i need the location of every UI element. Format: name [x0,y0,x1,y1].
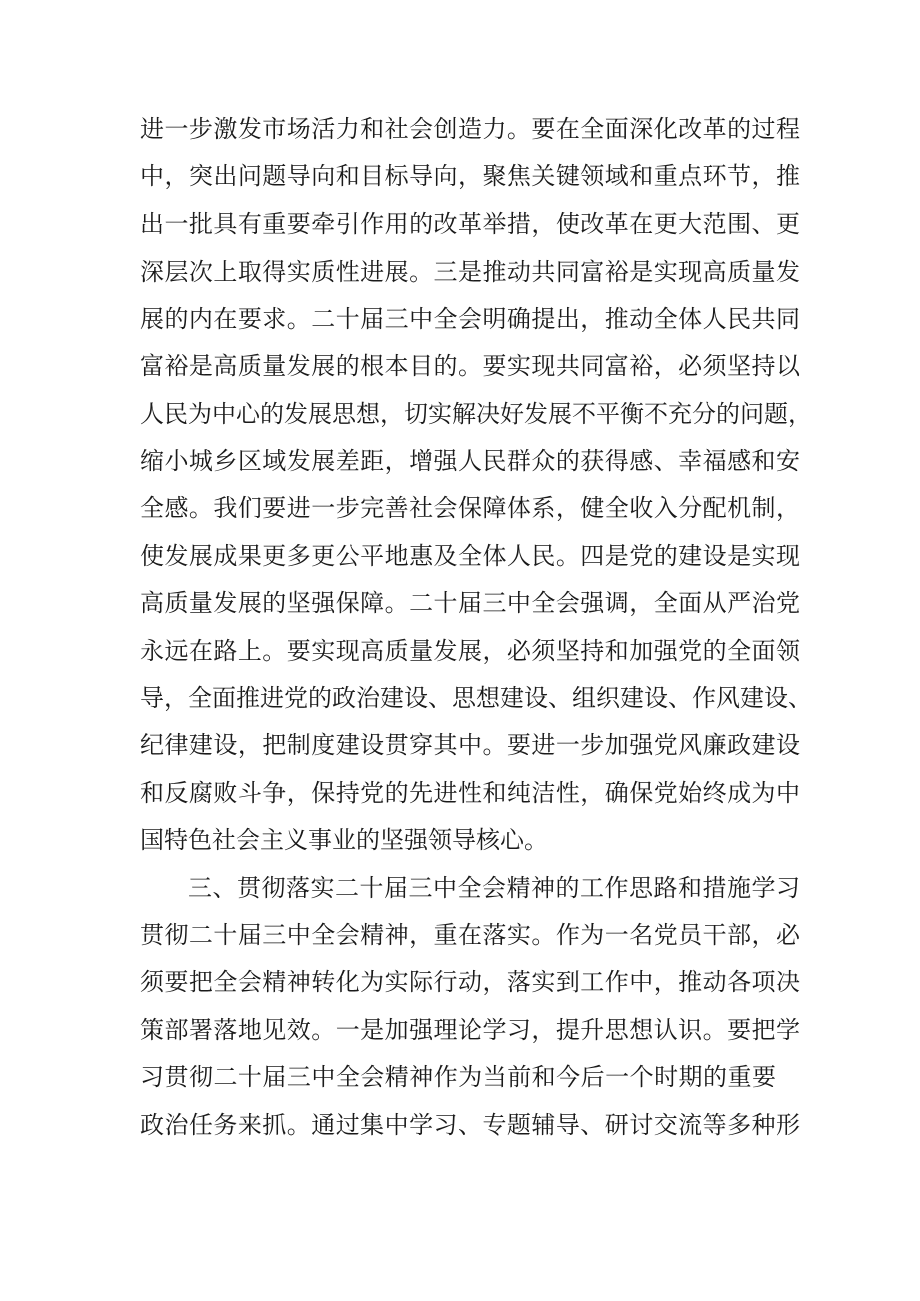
text-line: 和反腐败斗争，保持党的先进性和纯洁性，确保党始终成为中 [140,779,800,807]
text-line: 使发展成果更多更公平地惠及全体人民。四是党的建设是实现 [140,542,800,570]
text-line: 贯彻二十届三中全会精神，重在落实。作为一名党员干部，必 [140,921,800,949]
text-line: 习贯彻二十届三中全会精神作为当前和今后一个时期的重要 [140,1063,776,1091]
text-line: 人民为中心的发展思想，切实解决好发展不平衡不充分的问题， [140,400,812,428]
text-line: 进一步激发市场活力和社会创造力。要在全面深化改革的过程 [140,115,800,143]
text-line: 深层次上取得实质性进展。三是推动共同富裕是实现高质量发 [140,258,800,286]
text-line: 策部署落地见效。一是加强理论学习，提升思想认识。要把学 [140,1016,800,1044]
text-line: 中，突出问题导向和目标导向，聚焦关键领域和重点环节，推 [140,162,800,190]
text-line: 纪律建设，把制度建设贯穿其中。要进一步加强党风廉政建设 [140,731,800,759]
text-line: 国特色社会主义事业的坚强领导核心。 [140,826,548,854]
text-line: 富裕是高质量发展的根本目的。要实现共同富裕，必须坚持以 [140,352,800,380]
text-line: 展的内在要求。二十届三中全会明确提出，推动全体人民共同 [140,305,800,333]
text-line: 出一批具有重要牵引作用的改革举措，使改革在更大范围、更 [140,210,800,238]
section-heading-line: 三、贯彻落实二十届三中全会精神的工作思路和措施学习 [188,874,800,902]
text-line: 导，全面推进党的政治建设、思想建设、组织建设、作风建设、 [140,684,812,712]
text-line: 高质量发展的坚强保障。二十届三中全会强调，全面从严治党 [140,589,800,617]
text-line: 政治任务来抓。通过集中学习、专题辅导、研讨交流等多种形 [140,1111,800,1139]
text-line: 须要把全会精神转化为实际行动，落实到工作中，推动各项决 [140,968,800,996]
text-line: 永远在路上。要实现高质量发展，必须坚持和加强党的全面领 [140,637,800,665]
text-line: 全感。我们要进一步完善社会保障体系，健全收入分配机制， [140,494,800,522]
text-line: 缩小城乡区域发展差距，增强人民群众的获得感、幸福感和安 [140,447,800,475]
